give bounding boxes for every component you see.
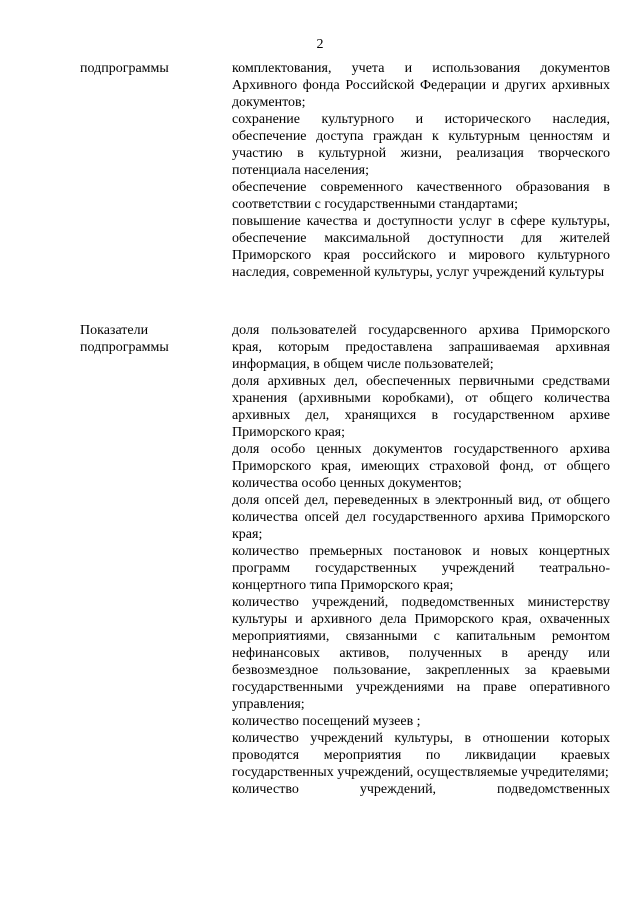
- paragraph: количество учреждений культуры, в отношении которых проводятся мероприятия по ликвидации краевых государственных учреждений, осуществляемые учредителями;: [232, 731, 610, 780]
- row-label-line: Показатели: [80, 323, 149, 338]
- paragraph: комплектования, учета и использования документов Архивного фонда Российской Федерации и других архивных документов;: [232, 61, 610, 110]
- row-label-line: подпрограммы: [80, 340, 169, 355]
- paragraph: повышение качества и доступности услуг в сфере культуры, обеспечение максимальной доступности для жителей Приморского края российского и мирового культурного наследия, современной культуры, услуг учреждений культуры: [232, 214, 610, 280]
- paragraph: количество премьерных постановок и новых концертных программ государственных учреждений театрально-концертного типа Приморского края;: [232, 544, 610, 593]
- paragraph: количество учреждений, подведомственных: [232, 782, 610, 797]
- paragraph: доля особо ценных документов государственного архива Приморского края, имеющих страховой фонд, от общего количества особо ценных документов;: [232, 442, 610, 491]
- row-label: [80, 60, 220, 77]
- paragraph: обеспечение современного качественного образования в соответствии с государственными стандартами;: [232, 180, 610, 212]
- row-content: [232, 60, 610, 281]
- row-label: [80, 322, 220, 356]
- paragraph: доля опсей дел, переведенных в электронный вид, от общего количества опсей дел государственного архива Приморского края;: [232, 493, 610, 542]
- row-content: [232, 322, 610, 798]
- row-label-line: подпрограммы: [80, 61, 169, 76]
- paragraph: количество посещений музеев ;: [232, 714, 421, 729]
- paragraph: количество учреждений, подведомственных министерству культуры и архивного дела Приморского края, охваченных мероприятиями, связанными с капитальным ремонтом нефинансовых активов, полученных в аренду или безвозмездное пользование, закрепленных за краевыми государственными учреждениями на праве оперативного управления;: [232, 595, 610, 712]
- paragraph: доля пользователей государсвенного архива Приморского края, которым предоставлена запрашиваемая архивная информация, в общем числе пользователей;: [232, 323, 610, 372]
- page-number: 2: [316, 37, 324, 52]
- paragraph: доля архивных дел, обеспеченных первичными средствами хранения (архивными коробками), от общего количества архивных дел, хранящихся в государственном архиве Приморского края;: [232, 374, 610, 440]
- paragraph: сохранение культурного и исторического наследия, обеспечение доступа граждан к культурным ценностям и участию в культурной жизни, реализация творческого потенциала населения;: [232, 112, 610, 178]
